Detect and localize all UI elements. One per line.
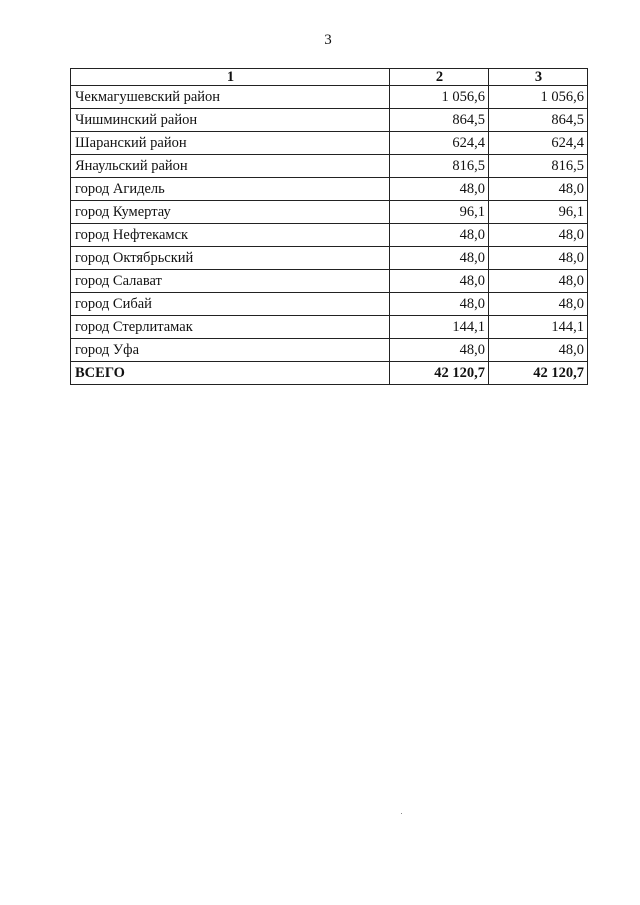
row-name: город Стерлитамак — [71, 316, 390, 339]
scan-speck — [401, 813, 402, 814]
row-name: город Нефтекамск — [71, 224, 390, 247]
table-row — [71, 339, 588, 362]
table-row — [71, 316, 588, 339]
row-value-col2: 48,0 — [390, 339, 489, 362]
column-header-2: 2 — [390, 69, 489, 86]
row-value-col3: 48,0 — [489, 270, 588, 293]
row-name: Шаранский район — [71, 132, 390, 155]
row-value-col2: 48,0 — [390, 224, 489, 247]
table-row — [71, 155, 588, 178]
table-row — [71, 109, 588, 132]
row-value-col3: 48,0 — [489, 293, 588, 316]
row-value-col3: 1 056,6 — [489, 86, 588, 109]
row-value-col3: 48,0 — [489, 247, 588, 270]
row-name: город Кумертау — [71, 201, 390, 224]
row-name: город Сибай — [71, 293, 390, 316]
table-header-row — [71, 69, 588, 86]
row-value-col3: 48,0 — [489, 224, 588, 247]
column-header-3: 3 — [489, 69, 588, 86]
row-value-col3: 144,1 — [489, 316, 588, 339]
row-name: город Октябрьский — [71, 247, 390, 270]
row-value-col2: 1 056,6 — [390, 86, 489, 109]
row-value-col2: 624,4 — [390, 132, 489, 155]
row-name: Чишминский район — [71, 109, 390, 132]
table-row — [71, 293, 588, 316]
row-value-col3: 816,5 — [489, 155, 588, 178]
table-row — [71, 270, 588, 293]
row-value-col3: 864,5 — [489, 109, 588, 132]
table-row — [71, 201, 588, 224]
row-value-col3: 624,4 — [489, 132, 588, 155]
page-number: 3 — [324, 32, 332, 48]
total-label: ВСЕГО — [71, 362, 390, 385]
table-row — [71, 132, 588, 155]
row-name: город Агидель — [71, 178, 390, 201]
table-row — [71, 224, 588, 247]
total-value-col3: 42 120,7 — [489, 362, 588, 385]
row-value-col2: 96,1 — [390, 201, 489, 224]
table-row — [71, 247, 588, 270]
row-name: город Салават — [71, 270, 390, 293]
column-header-1: 1 — [71, 69, 390, 86]
row-value-col2: 864,5 — [390, 109, 489, 132]
row-value-col3: 48,0 — [489, 339, 588, 362]
row-value-col2: 48,0 — [390, 293, 489, 316]
total-row — [71, 362, 588, 385]
row-name: Чекмагушевский район — [71, 86, 390, 109]
table-row — [71, 178, 588, 201]
row-value-col2: 48,0 — [390, 247, 489, 270]
table-row — [71, 86, 588, 109]
row-value-col2: 48,0 — [390, 178, 489, 201]
row-name: Янаульский район — [71, 155, 390, 178]
data-table — [70, 68, 588, 385]
row-name: город Уфа — [71, 339, 390, 362]
row-value-col3: 48,0 — [489, 178, 588, 201]
row-value-col2: 144,1 — [390, 316, 489, 339]
row-value-col3: 96,1 — [489, 201, 588, 224]
row-value-col2: 48,0 — [390, 270, 489, 293]
total-value-col2: 42 120,7 — [390, 362, 489, 385]
row-value-col2: 816,5 — [390, 155, 489, 178]
